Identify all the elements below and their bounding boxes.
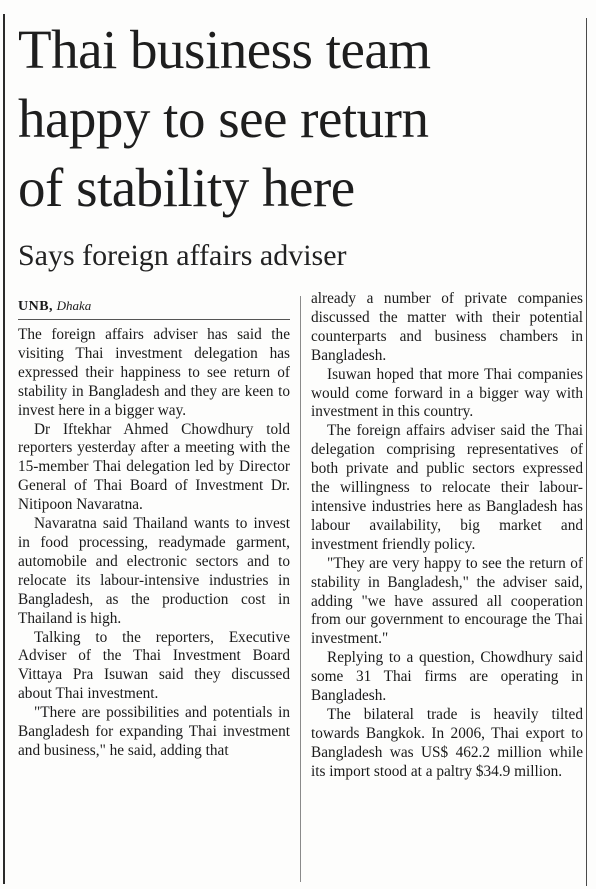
- left-border-rule: [3, 14, 5, 884]
- headline: [18, 15, 588, 222]
- headline-line: of stability here: [18, 157, 355, 218]
- column-divider: [300, 296, 301, 882]
- subheadline: Says foreign affairs adviser: [18, 239, 347, 272]
- paragraph: Isuwan hoped that more Thai companies would come forward in a bigger way with investment in this country.: [311, 365, 583, 421]
- paragraph: "There are possibilities and potentials in Bangladesh for expanding Thai investment and business," he said, adding that: [18, 704, 290, 759]
- left-column: [18, 297, 290, 761]
- byline-agency: UNB,: [18, 299, 54, 314]
- paragraph: Dr Iftekhar Ahmed Chowdhury told reporters yesterday after a meeting with the 15-member Thai delegation led by Director General of Thai Board of Investment Dr. Nitipoon Navaratna.: [18, 420, 290, 514]
- right-column: [311, 290, 583, 782]
- paragraph: The foreign affairs adviser has said the visiting Thai investment delegation has expressed their happiness to see return of stability in Bangladesh and they are keen to invest here in a bigger way.: [18, 326, 290, 419]
- paragraph: The bilateral trade is heavily tilted towards Bangkok. In 2006, Thai export to Bangladesh was US$ 462.2 million while its import stood at a paltry $34.9 million.: [311, 705, 583, 780]
- byline-city: Dhaka: [56, 298, 92, 313]
- byline-rule: [18, 319, 290, 320]
- headline-line: happy to see return: [18, 88, 429, 149]
- paragraph: "They are very happy to see the return of stability in Bangladesh," the adviser said, adding "we have assured all cooperation from our government to encourage the Thai investment.": [311, 554, 583, 648]
- headline-line: Thai business team: [18, 19, 431, 80]
- paragraph: The foreign affairs adviser said the Thai delegation comprising representatives of both private and public sectors expressed the willingness to relocate their labour-intensive industries here as Bangladesh has labour availability, big market and investment friendly policy.: [311, 422, 583, 553]
- paragraph: Talking to the reporters, Executive Adviser of the Thai Investment Board Vittaya Pra Isuwan said they discussed about Thai investment.: [18, 628, 290, 703]
- paragraph: already a number of private companies discussed the matter with their potential counterparts and business chambers in Bangladesh.: [311, 290, 583, 364]
- paragraph: Replying to a question, Chowdhury said some 31 Thai firms are operating in Bangladesh.: [311, 649, 583, 705]
- paragraph: Navaratna said Thailand wants to invest in food processing, readymade garment, automobile and electronic sectors and to relocate its labour-intensive industries in Bangladesh, as the production cost in Thailand is high.: [18, 515, 290, 627]
- byline: [18, 297, 290, 319]
